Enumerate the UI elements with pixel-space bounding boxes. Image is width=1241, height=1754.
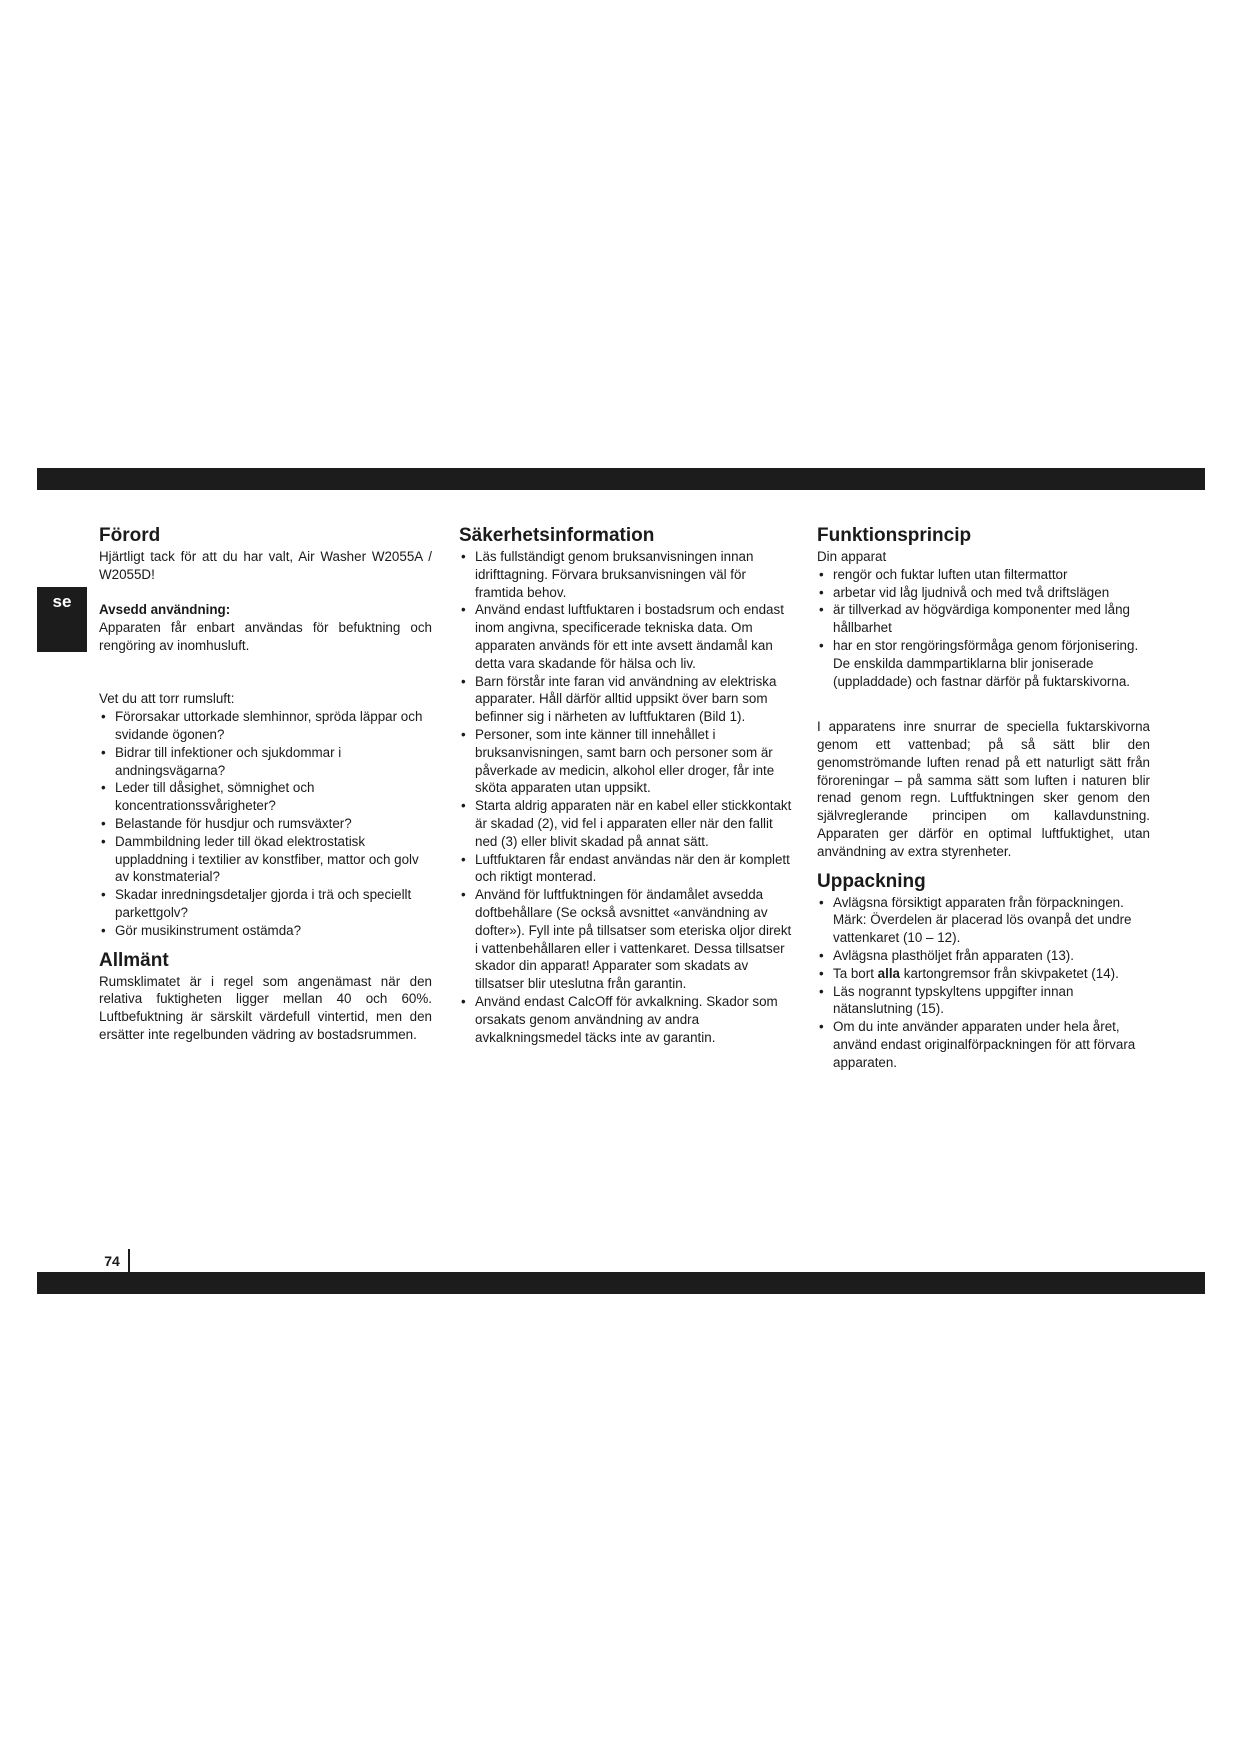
list-item (817, 965, 1150, 983)
vetdu-intro: Vet du att torr rumsluft: (99, 691, 235, 707)
header-bar (37, 468, 1205, 490)
allmant-heading: Allmänt (99, 949, 169, 971)
avsedd-heading: Avsedd användning: (99, 602, 231, 618)
funktion-text: I apparatens inre snurrar de speciella fuktarskivorna genom ett vattenbad; på så sätt blir den genomströmande luften renad på ett naturligt sätt från föroreningar – på samma sätt som luften i naturen blir renad genom regn. Luftfuktningen sker genom den självreglerande principen om kallavdunstning. Apparaten ger därför en optimal luftfuktighet, utan användning av extra styrenheter. (817, 719, 1150, 859)
column-2 (459, 525, 792, 1046)
list-item: • Avlägsna försiktigt apparaten från förpackningen. Märk: Överdelen är placerad lös ovanpå det undre vattenkaret (10 – 12). (817, 894, 1150, 947)
column-1 (99, 525, 432, 1044)
list-item: • Skadar inredningsdetaljer gjorda i trä och speciellt parkettgolv? (99, 886, 432, 922)
uppackning-heading: Uppackning (817, 870, 926, 892)
sakerhet-heading: Säkerhetsinformation (459, 525, 655, 546)
allmant-text: Rumsklimatet är i regel som angenämast när den relativa fuktigheten ligger mellan 40 och 60%. Luftbefuktning är särskilt värdefull vintertid, men den ersätter inte regelbunden vädring av bostadsrummen. (99, 973, 432, 1042)
list-item: • rengör och fuktar luften utan filtermattor (817, 566, 1150, 584)
funktion-list (817, 566, 1150, 691)
funktion-heading: Funktionsprincip (817, 525, 972, 546)
list-item: • Använd endast luftfuktaren i bostadsrum och endast inom angivna, specificerade tekniska data. Om apparaten används för ett inte avsett ändamål kan detta vara skadande för hälsa och liv. (459, 601, 792, 672)
list-item: • arbetar vid låg ljudnivå och med två driftslägen (817, 584, 1150, 602)
list-item: • Bidrar till infektioner och sjukdommar i andningsvägarna? (99, 744, 432, 780)
avsedd-text: Apparaten får enbart användas för befuktning och rengöring av inomhusluft. (99, 620, 432, 653)
list-item: • Luftfuktaren får endast användas när den är komplett och riktigt monterad. (459, 851, 792, 887)
language-tab-label: se (52, 592, 72, 611)
list-item: • Personer, som inte känner till innehållet i bruksanvisningen, samt barn och personer som är påverkade av medicin, alkohol eller droger, får inte sköta apparaten utan uppsikt. (459, 726, 792, 797)
list-item: • Använd för luftfuktningen för ändamålet avsedda doftbehållare (Se också avsnittet «användning av dofter»). Fyll inte på tillsatser som eteriska oljor direkt i vattenbehållaren eller i vattenkaret. Dessa tillsatser skador din apparat! Apparater som skadats av tillsatser blir uteslutna från garantin. (459, 886, 792, 993)
vetdu-list (99, 708, 432, 939)
list-item: • Om du inte använder apparaten under hela året, använd endast originalförpackningen för att förvara apparaten. (817, 1018, 1150, 1071)
list-item: • Läs fullständigt genom bruksanvisningen innan idrifttagning. Förvara bruksanvisningen väl för framtida behov. (459, 548, 792, 601)
forord-text: Hjärtligt tack för att du har valt, Air Washer W2055A / W2055D! (99, 549, 432, 582)
item-text-pre: Ta bort (833, 965, 874, 981)
page-number: 74 (96, 1249, 130, 1273)
item-text-bold: alla (877, 965, 901, 981)
list-item: • är tillverkad av högvärdiga komponenter med lång hållbarhet (817, 601, 1150, 637)
forord-heading: Förord (99, 525, 161, 546)
language-tab (37, 587, 87, 652)
funktion-intro: Din apparat (817, 549, 887, 564)
list-item: • Gör musikinstrument ostämda? (99, 922, 432, 940)
list-item: • Läs nogrannt typskyltens uppgifter innan nätanslutning (15). (817, 983, 1150, 1019)
item-text-post: kartongremsor från skivpaketet (14). (903, 965, 1119, 981)
list-item: • har en stor rengöringsförmåga genom förjonisering. De enskilda dammpartiklarna blir joniserade (uppladdade) och fastnar därför på fuktarskivorna. (817, 637, 1150, 690)
list-item: • Förorsakar uttorkade slemhinnor, spröda läppar och svidande ögonen? (99, 708, 432, 744)
list-item: • Avlägsna plasthöljet från apparaten (13). (817, 947, 1150, 965)
list-item: • Starta aldrig apparaten när en kabel eller stickkontakt är skadad (2), vid fel i apparaten eller när den fallit ned (3) eller blivit skadad på annat sätt. (459, 797, 792, 850)
column-3 (817, 525, 1150, 1072)
uppackning-list (817, 894, 1150, 1072)
list-item: • Belastande för husdjur och rumsväxter? (99, 815, 432, 833)
list-item: • Leder till dåsighet, sömnighet och koncentrationssvårigheter? (99, 779, 432, 815)
footer-bar (37, 1272, 1205, 1294)
sakerhet-list (459, 548, 792, 1046)
list-item: • Barn förstår inte faran vid användning av elektriska apparater. Håll därför alltid uppsikt över barn som befinner sig i närheten av luftfuktaren (Bild 1). (459, 673, 792, 726)
list-item: • Dammbildning leder till ökad elektrostatisk uppladdning i textilier av konstfiber, mattor och golv av konstmaterial? (99, 833, 432, 886)
list-item: • Använd endast CalcOff för avkalkning. Skador som orsakats genom användning av andra avkalkningsmedel täcks inte av garantin. (459, 993, 792, 1046)
